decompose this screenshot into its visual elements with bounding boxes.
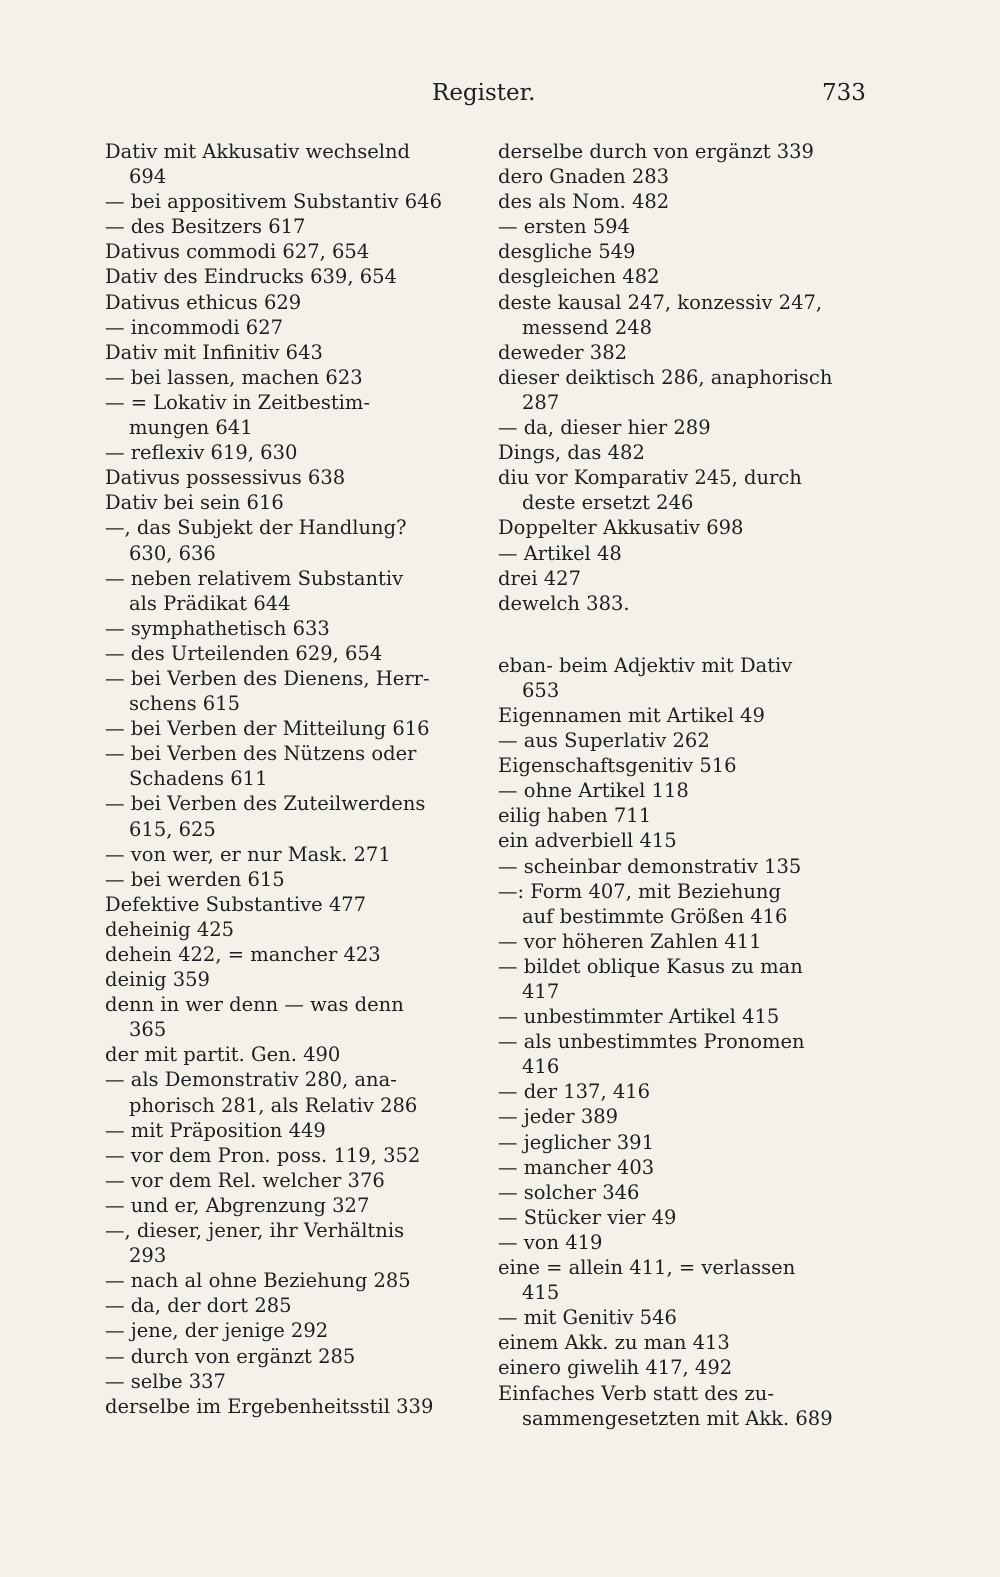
index-entry-line: — der 137, 416 — [498, 1080, 651, 1104]
index-entry-line: — bei werden 615 — [105, 867, 285, 891]
index-entry-line: desgliche 549 — [498, 240, 636, 264]
index-entry-line: — bei lassen, machen 623 — [105, 365, 363, 389]
index-entry-line: 417 — [522, 980, 560, 1003]
index-entry-line: dero Gnaden 283 — [498, 165, 670, 189]
index-entry-line: — jeglicher 391 — [498, 1130, 654, 1154]
index-entry-line: — unbestimmter Artikel 415 — [498, 1005, 780, 1029]
index-entry-line: eilig haben 711 — [498, 804, 652, 828]
index-entry-line: — ersten 594 — [498, 215, 630, 239]
index-entry-line: — als Demonstrativ 280, ana- — [105, 1068, 397, 1092]
index-entry-line: — da, der dort 285 — [105, 1294, 292, 1318]
index-entry-line: Dativ des Eindrucks 639, 654 — [105, 265, 397, 289]
index-entry-line: der mit partit. Gen. 490 — [105, 1043, 341, 1067]
index-entry-line: Dativus possessivus 638 — [105, 466, 346, 490]
index-entry-line: — bei Verben des Zuteilwerdens — [105, 792, 426, 816]
index-entry-line: 287 — [522, 390, 560, 414]
index-entry-line: — als unbestimmtes Pronomen — [498, 1030, 805, 1054]
index-entry-line: — vor dem Pron. poss. 119, 352 — [105, 1143, 421, 1167]
index-entry-line: Dativus commodi 627, 654 — [105, 240, 370, 264]
index-entry-line: — = Lokativ in Zeitbestim- — [105, 390, 370, 414]
page-header — [0, 80, 1000, 110]
index-entry-line: — solcher 346 — [498, 1180, 640, 1204]
index-entry-line: Schadens 611 — [129, 767, 268, 791]
index-entry-line: — bei Verben des Dienens, Herr- — [105, 666, 430, 690]
index-entry-line: 293 — [129, 1244, 167, 1268]
index-entry-line: — mit Genitiv 546 — [498, 1306, 677, 1330]
index-entry-line: — nach al ohne Beziehung 285 — [105, 1269, 411, 1293]
index-entry-line: auf bestimmte Größen 416 — [522, 904, 788, 928]
index-entry-line: 365 — [129, 1018, 167, 1042]
index-entry-line: derselbe durch von ergänzt 339 — [498, 140, 814, 163]
index-entry-line: mungen 641 — [129, 416, 253, 440]
index-entry-line: schens 615 — [129, 692, 241, 716]
index-entry-line: — mit Präposition 449 — [105, 1118, 326, 1142]
index-entry-line: eine = allein 411, = verlassen — [498, 1256, 796, 1280]
index-entry-line: — da, dieser hier 289 — [498, 416, 711, 440]
index-entry-line: Eigennamen mit Artikel 49 — [498, 703, 765, 727]
index-entry-line: — ohne Artikel 118 — [498, 779, 689, 803]
index-entry-line: 415 — [522, 1281, 560, 1305]
index-entry-line: deste kausal 247, konzessiv 247, — [498, 290, 823, 314]
index-entry-line: dehein 422, = mancher 423 — [105, 943, 381, 966]
right-index-column — [498, 139, 860, 1431]
index-entry-line: Dativ bei sein 616 — [105, 491, 284, 515]
index-entry-line: —: Form 407, mit Beziehung — [498, 879, 781, 903]
index-entry-line: —, das Subjekt der Handlung? — [105, 516, 407, 540]
index-entry-line: Defektive Substantive 477 — [105, 892, 367, 916]
index-entry-line: — und er, Abgrenzung 327 — [105, 1193, 370, 1217]
index-entry-line: als Prädikat 644 — [129, 591, 291, 615]
index-entry-line: Dativ mit Infinitiv 643 — [105, 340, 323, 364]
index-entry-line: Dativus ethicus 629 — [105, 290, 302, 314]
index-entry-line: — jene, der jenige 292 — [105, 1319, 329, 1343]
index-entry-line: 416 — [522, 1055, 560, 1079]
index-entry-line: — Artikel 48 — [498, 541, 622, 565]
index-entry-line: — des Besitzers 617 — [105, 215, 306, 239]
index-entry-line: sammengesetzten mit Akk. 689 — [522, 1406, 833, 1430]
index-entry-line: — reflexiv 619, 630 — [105, 441, 298, 465]
index-entry-line: desgleichen 482 — [498, 265, 660, 289]
index-entry-line: — bildet oblique Kasus zu man — [498, 954, 803, 978]
index-entry-line: dewelch 383. — [498, 591, 630, 615]
left-index-column — [105, 139, 467, 1419]
index-entry-line: — aus Superlativ 262 — [498, 729, 710, 753]
index-entry-line: deinig 359 — [105, 968, 210, 992]
index-entry-line: — vor dem Rel. welcher 376 — [105, 1168, 385, 1192]
index-entry-line: — von 419 — [498, 1230, 603, 1254]
index-entry-line: deste ersetzt 246 — [522, 491, 694, 515]
index-entry-line: 630, 636 — [129, 541, 216, 565]
index-entry-line: — durch von ergänzt 285 — [105, 1344, 356, 1368]
index-entry-line: dieser deiktisch 286, anaphorisch — [498, 365, 833, 389]
index-entry-line: — von wer, er nur Mask. 271 — [105, 842, 391, 866]
index-entry-line: deweder 382 — [498, 340, 628, 364]
index-entry-line: — bei Verben des Nützens oder — [105, 742, 417, 766]
index-entry-line: Dativ mit Akkusativ wechselnd — [105, 140, 411, 163]
index-entry-line: — bei Verben der Mitteilung 616 — [105, 717, 430, 741]
index-entry-line: — jeder 389 — [498, 1105, 619, 1129]
index-entry-line: Doppelter Akkusativ 698 — [498, 516, 744, 540]
index-entry-line: —, dieser, jener, ihr Verhältnis — [105, 1219, 405, 1243]
section-gap — [498, 616, 860, 653]
index-entry-line: derselbe im Ergebenheitsstil 339 — [105, 1394, 434, 1418]
index-entry-line: — symphathetisch 633 — [105, 616, 330, 640]
index-entry-line: — bei appositivem Substantiv 646 — [105, 190, 442, 214]
index-entry-line: — scheinbar demonstrativ 135 — [498, 854, 802, 878]
index-entry-line: — incommodi 627 — [105, 315, 284, 339]
index-entry-line: Dings, das 482 — [498, 441, 645, 465]
index-entry-line: phorisch 281, als Relativ 286 — [129, 1093, 418, 1117]
index-entry-line: — Stücker vier 49 — [498, 1205, 677, 1229]
index-entry-line: einem Akk. zu man 413 — [498, 1331, 730, 1355]
index-entry-line: des als Nom. 482 — [498, 190, 670, 214]
index-entry-line: — vor höheren Zahlen 411 — [498, 929, 762, 953]
index-entry-line: 694 — [129, 165, 167, 189]
page-number: 733 — [822, 80, 866, 106]
index-entry-line: — selbe 337 — [105, 1369, 226, 1393]
index-entry-line: 615, 625 — [129, 817, 216, 841]
index-entry-line: — mancher 403 — [498, 1155, 655, 1179]
index-entry-line: denn in wer denn — was denn — [105, 993, 404, 1017]
index-entry-line: ein adverbiell 415 — [498, 829, 677, 853]
running-title: Register. — [432, 80, 536, 106]
index-entry-line: diu vor Komparativ 245, durch — [498, 466, 802, 490]
index-entry-line: eban- beim Adjektiv mit Dativ — [498, 653, 793, 677]
index-entry-line: Eigenschaftsgenitiv 516 — [498, 754, 737, 778]
index-entry-line: einero giwelih 417, 492 — [498, 1356, 733, 1380]
index-entry-line: drei 427 — [498, 566, 581, 590]
index-entry-line: messend 248 — [522, 315, 653, 339]
index-entry-line: Einfaches Verb statt des zu- — [498, 1381, 774, 1405]
index-entry-line: — neben relativem Substantiv — [105, 566, 404, 590]
index-entry-line: deheinig 425 — [105, 917, 235, 941]
index-entry-line: 653 — [522, 678, 560, 702]
index-entry-line: — des Urteilenden 629, 654 — [105, 641, 383, 665]
